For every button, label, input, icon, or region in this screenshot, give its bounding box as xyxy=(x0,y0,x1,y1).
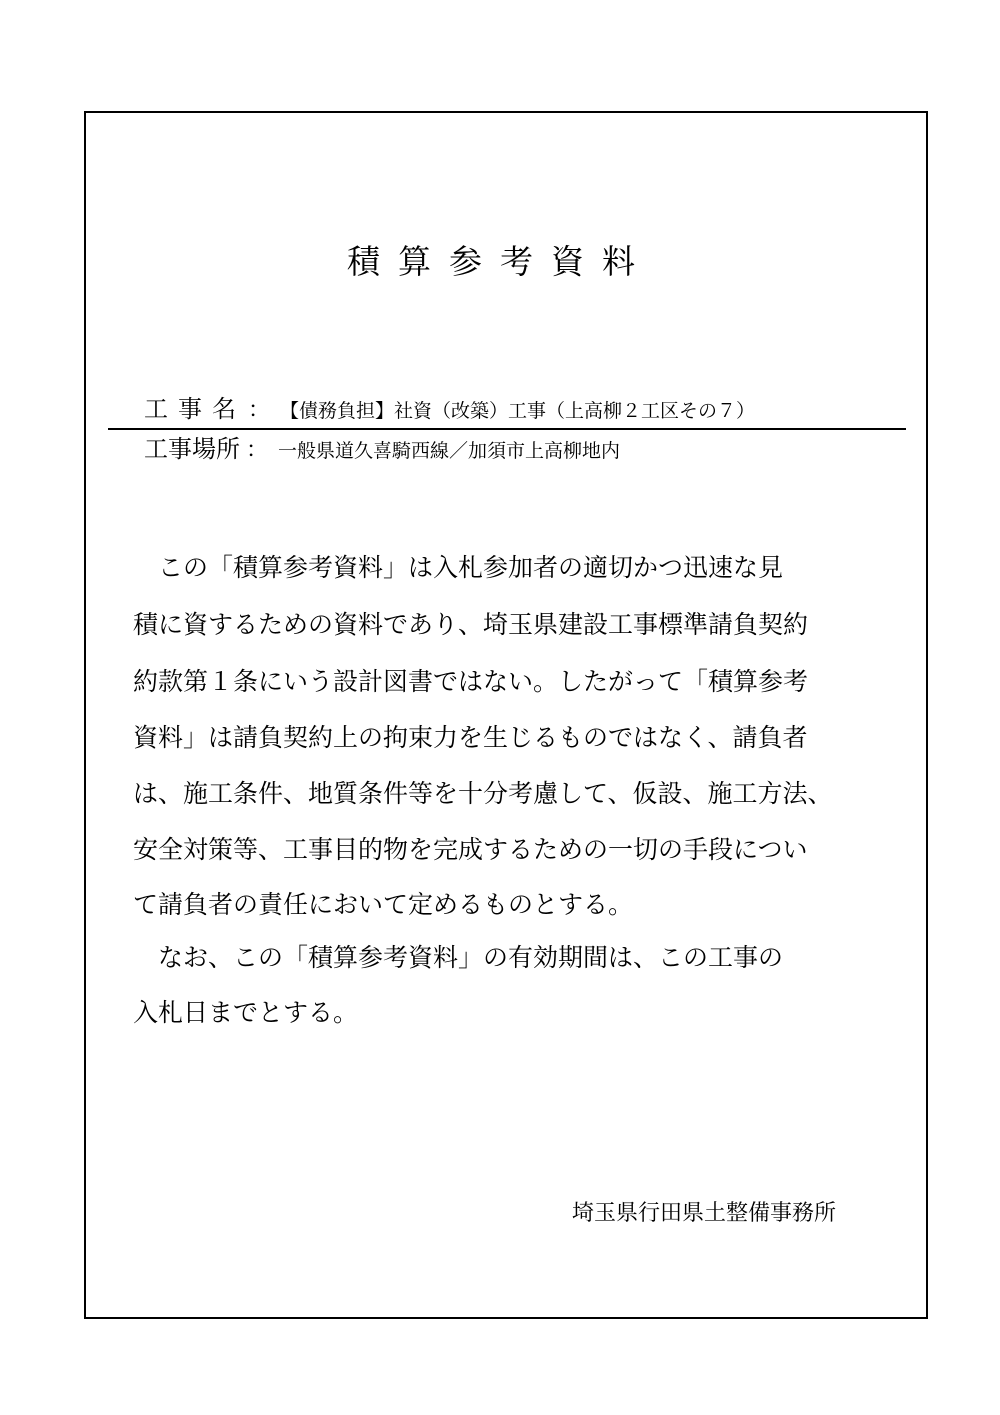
body-line: は、施工条件、地質条件等を十分考慮して、仮設、施工方法、 xyxy=(133,779,833,808)
body-line: 安全対策等、工事目的物を完成するための一切の手段につい xyxy=(133,835,808,864)
project-name-label: 工事名 xyxy=(144,395,246,423)
project-name-value: 【債務負担】社資（改築）工事（上高柳２工区その７） xyxy=(280,400,756,422)
document-title: 積算参考資料 xyxy=(347,242,653,281)
body-line: この「積算参考資料」は入札参加者の適切かつ迅速な見 xyxy=(133,553,784,582)
project-location-value: 一般県道久喜騎西線／加須市上高柳地内 xyxy=(278,440,621,462)
project-name-row xyxy=(144,392,755,428)
body-line: 約款第１条にいう設計図書ではない。したがって「積算参考 xyxy=(133,667,809,696)
project-location-label: 工事場所 xyxy=(144,435,240,463)
project-location-row xyxy=(144,432,620,468)
body-line: 資料」は請負契約上の拘束力を生じるものではなく、請負者 xyxy=(133,723,808,752)
label-separator: ： xyxy=(246,438,269,463)
body-line: 積に資するための資料であり、埼玉県建設工事標準請負契約 xyxy=(133,610,809,639)
body-line: なお、この「積算参考資料」の有効期間は、この工事の xyxy=(133,943,784,972)
body-line: て請負者の責任において定めるものとする。 xyxy=(133,890,634,919)
header-divider xyxy=(108,428,906,430)
issuer-office: 埼玉県行田県土整備事務所 xyxy=(572,1201,837,1226)
document-border xyxy=(84,111,928,1319)
label-separator: ： xyxy=(248,398,271,423)
body-line: 入札日までとする。 xyxy=(133,998,359,1027)
